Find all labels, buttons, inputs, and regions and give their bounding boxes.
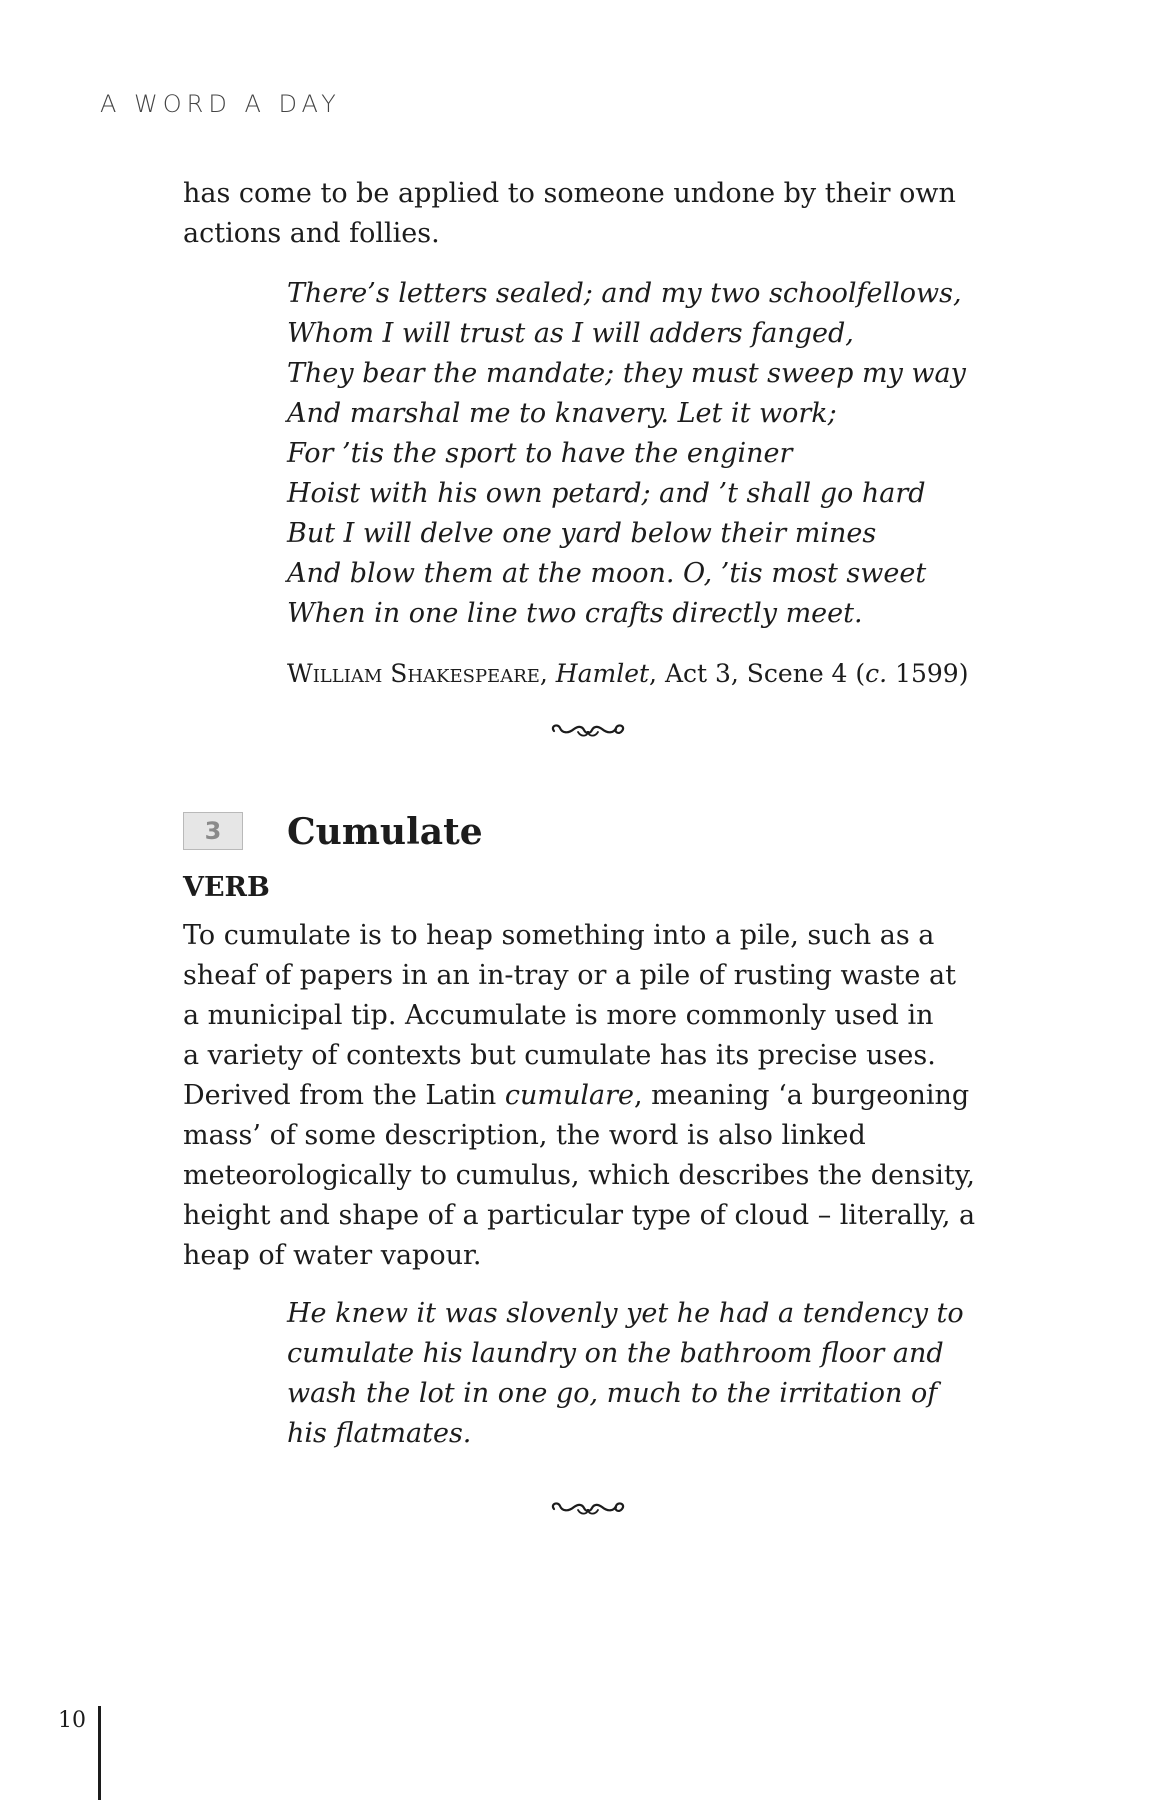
verse-line: For ’tis the sport to have the enginer <box>287 438 793 469</box>
section-divider <box>183 1498 993 1538</box>
definition-line: a variety of contexts but cumulate has its precise uses. <box>183 1040 936 1071</box>
quotation-attribution <box>287 656 993 692</box>
entry-definition <box>183 916 993 1276</box>
verse-line: When in one line two crafts directly meet. <box>287 598 863 629</box>
attribution-detail: , Act 3, Scene 4 ( <box>649 659 866 688</box>
page-number: 10 <box>58 1708 86 1733</box>
attribution-work: Hamlet <box>555 659 650 688</box>
definition-line: a municipal tip. Accumulate is more commonly used in <box>183 1000 934 1031</box>
attribution-separator: , <box>539 659 556 688</box>
section-divider <box>183 720 993 760</box>
verse-line: And blow them at the moon. O, ’tis most sweet <box>287 558 927 589</box>
usage-example: He knew it was slovenly yet he had a tendency to cumulate his laundry on the bathroom floor and wash the lot in one go, much to the irritation of his flatmates. <box>287 1298 964 1449</box>
verse-line: But I will delve one yard below their mines <box>287 518 877 549</box>
running-head: A WORD A DAY <box>100 90 341 118</box>
attribution-author: William Shakespeare <box>287 659 540 688</box>
entry-header <box>183 808 993 864</box>
page-content <box>183 174 993 1538</box>
flourish-ornament-icon <box>548 1498 628 1520</box>
intro-paragraph: has come to be applied to someone undone by their own actions and follies. <box>183 178 956 249</box>
etymology-paragraph <box>183 1076 993 1276</box>
entry-headword: Cumulate <box>287 811 483 853</box>
entry-number-badge: 3 <box>183 812 243 850</box>
flourish-ornament-icon <box>548 720 628 742</box>
attribution-year: 1599) <box>887 659 969 688</box>
verse-line: And marshal me to knavery. Let it work; <box>287 398 837 429</box>
verse-line: They bear the mandate; they must sweep my way <box>287 358 966 389</box>
verse-quotation <box>287 274 993 634</box>
folio-rule <box>98 1706 101 1800</box>
etymology-latin: cumulare <box>504 1080 635 1111</box>
etymology-pre: Derived from the Latin <box>183 1080 505 1111</box>
etymology-post: , meaning ‘a burgeoning mass’ of some description, the word is also linked meteorologically to cumulus, which describes the density, height and shape of a particular type of cloud – literally, a heap of water vapour. <box>183 1080 976 1271</box>
verse-line: Hoist with his own petard; and ’t shall go hard <box>287 478 926 509</box>
verse-line: There’s letters sealed; and my two schoolfellows, <box>287 278 962 309</box>
attribution-circa: c. <box>865 659 888 688</box>
verse-line: Whom I will trust as I will adders fanged, <box>287 318 854 349</box>
part-of-speech: VERB <box>183 872 270 903</box>
definition-line: sheaf of papers in an in-tray or a pile of rusting waste at <box>183 960 956 991</box>
definition-line: To cumulate is to heap something into a pile, such as a <box>183 920 935 951</box>
